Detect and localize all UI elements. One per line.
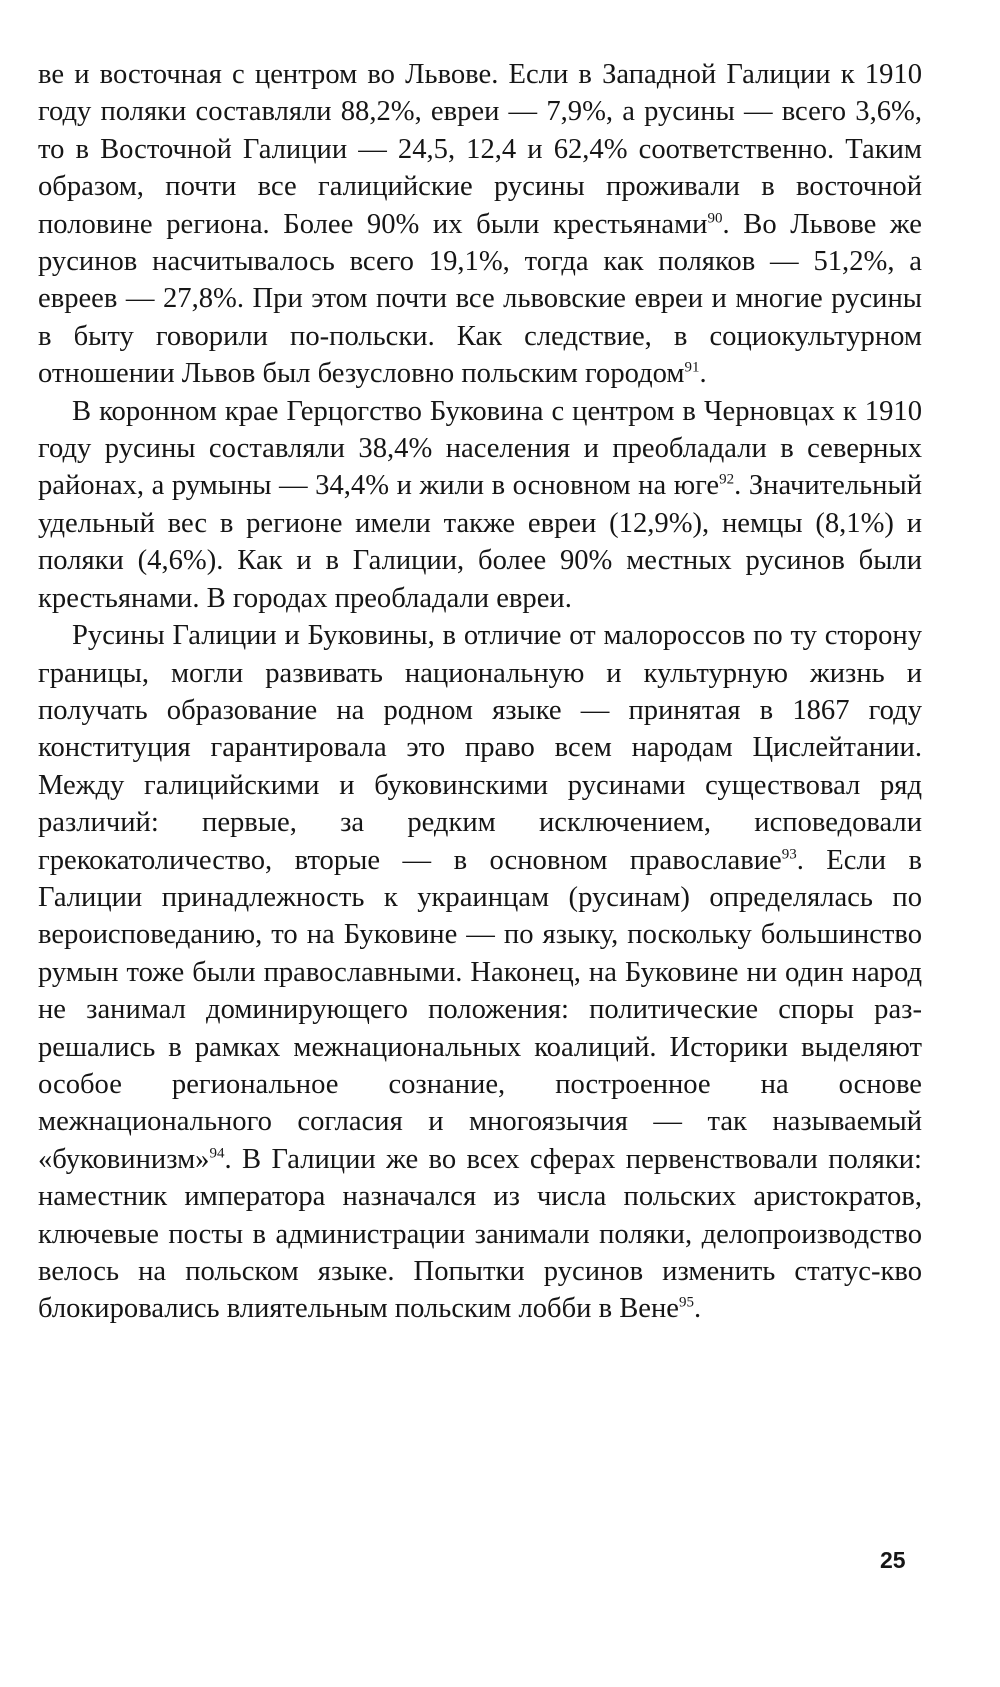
text-run: . — [694, 1293, 702, 1325]
paragraph-1 — [38, 56, 922, 393]
paragraph-3 — [38, 617, 922, 1328]
footnote-ref-93: 93 — [781, 846, 797, 862]
footnote-ref-92: 92 — [719, 471, 735, 488]
text-run: . — [699, 358, 707, 390]
text-run: ве и восточная с центром во Львове. Если в Западной Галиции к 1910 году поляки составляли 88,2%, евреи — 7,9%, а русины — всего 3,6%, то в Восточной Галиции — 24,5, 12,4 и 62,4% соответственно. Таким образом, почти все галицийские русины проживали в восточной половине региона. Более 90% их были крестьянами — [38, 59, 922, 240]
footnote-ref-94: 94 — [209, 1145, 225, 1162]
text-run: . В Галиции же во всех сферах первенствовали поляки: наместник императора назначался из числа польских аристократов, ключевые посты в администрации занимали поляки, делопроизводство велось на польском языке. Попытки русинов изменить статус-кво блокировались влиятельным польским лобби в Вене — [38, 1143, 922, 1325]
text-run: . Если в Галиции принадлежность к украинцам (русинам) определялась по вероисповеданию, то на Буковине — по языку, поскольку большинство румын тоже были православными. Наконец, на Буковине ни один народ не занимал доминирующего положения: политические споры разрешались в рамках межнациональных коалиций. Историки выделяют особое региональное сознание, построенное на основе межнационального согласия и многоязычия — так называемый «буковинизм» — [38, 844, 922, 1175]
footnote-ref-90: 90 — [707, 210, 723, 227]
text-run: . Во Львове же русинов насчитывалось всего 19,1%, тогда как поляков — 51,2%, а евреев — 27,8%. При этом почти все львовские евреи и многие русины в быту говорили по-польски. Как следствие, в социокультурном отношении Львов был безусловно польским городом — [38, 208, 922, 390]
page-number: 25 — [880, 1547, 906, 1573]
text-run: В коронном крае Герцогство Буковина с центром в Черновцах к 1910 году русины составляли 38,4% населения и преобладали в северных районах, а румыны — 34,4% и жили в основном на юге — [38, 395, 922, 502]
paragraph-2 — [38, 393, 922, 617]
text-run: . Значительный удельный вес в регионе имели также евреи (12,9%), немцы (8,1%) и поляки (4,6%). Как и в Галиции, более 90% местных русинов были крестьянами. В городах преобладали евреи. — [38, 470, 922, 614]
text-run: Русины Галиции и Буковины, в отличие от малороссов по ту сторону границы, могли развивать национальную и культурную жизнь и получать образование на родном языке — принятая в 1867 году конституция гарантировала это право всем народам Цислейтании. Между галицийскими и буковинскими русинами существовал ряд различий: первые, за редким исключением, исповедовали грекокатоличество, вторые — в основном православие — [38, 620, 922, 876]
footnote-ref-91: 91 — [684, 359, 700, 376]
footnote-ref-95: 95 — [679, 1294, 694, 1311]
